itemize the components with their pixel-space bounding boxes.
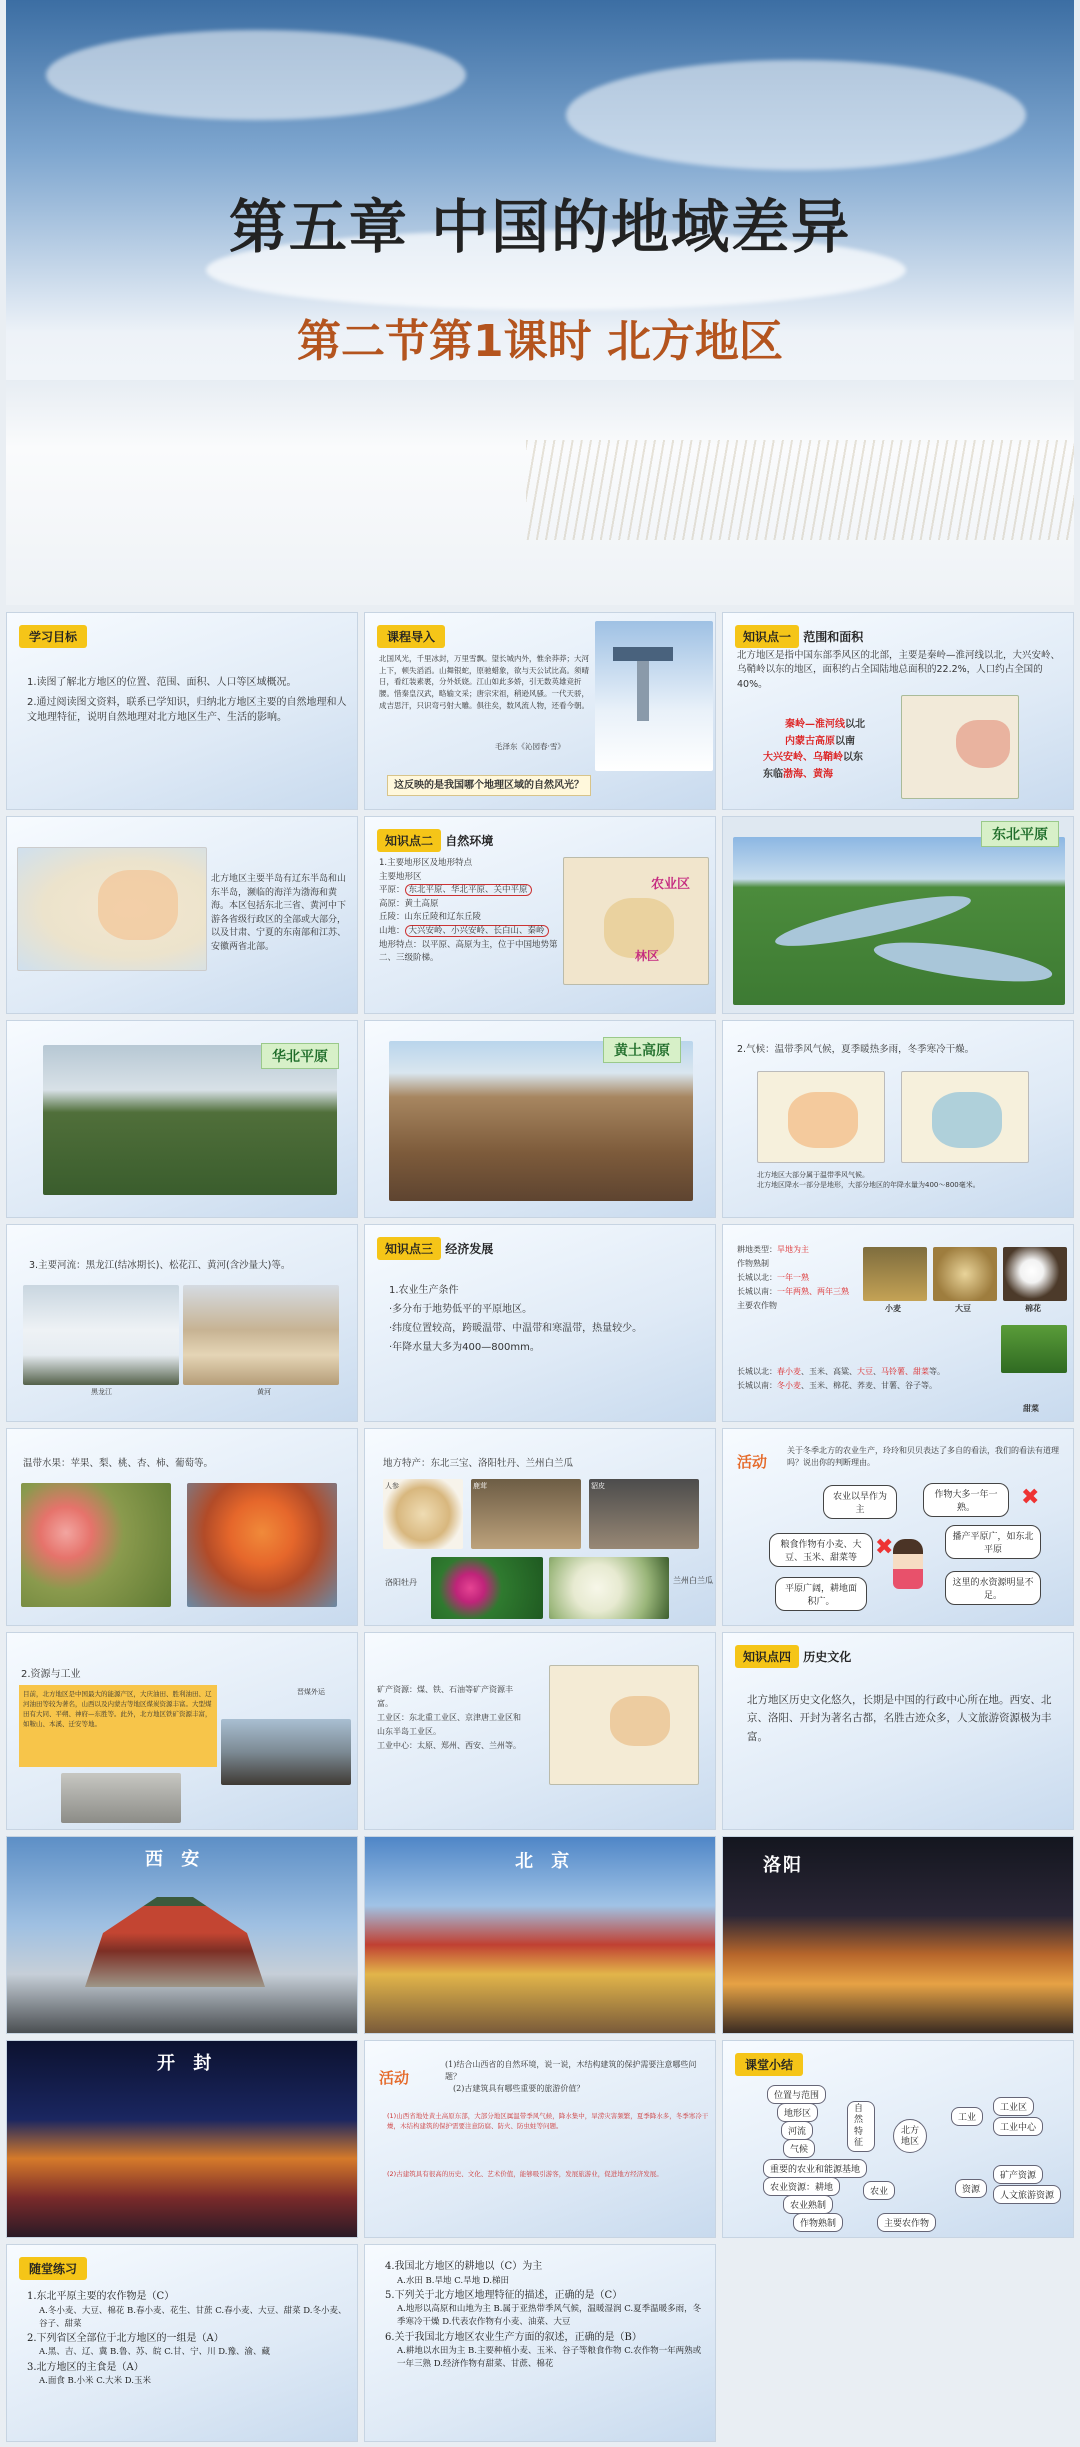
melon-photo [549, 1557, 669, 1619]
farm-area-label: 农业区 [651, 877, 691, 892]
claim-6: 这里的水资源明显不足。 [945, 1571, 1041, 1605]
landform-heading: 1.主要地形区及地形特点 [379, 858, 473, 868]
tag-number: 知识点二 [377, 829, 441, 852]
photo-label: 华北平原 [261, 1043, 339, 1069]
specialties-title: 地方特产：东北三宝、洛阳牡丹、兰州白兰瓜 [383, 1458, 574, 1469]
summary-node-base: 重要的农业和能源基地 [763, 2159, 867, 2178]
slide-practice-1[interactable] [6, 2244, 358, 2442]
fruits-title: 温带水果：苹果、梨、桃、杏、柿、葡萄等。 [23, 1458, 214, 1469]
photo-caption-2: 黄河 [257, 1388, 271, 1396]
coal-yard-photo [61, 1773, 181, 1823]
climate-caption-2: 北方地区降水一部分是地形，大部分地区的年降水量为400～800毫米。 [757, 1181, 980, 1189]
economy-heading: 1.农业生产条件 [389, 1285, 459, 1296]
slide-tag: 课程导入 [377, 625, 445, 648]
poem-source: 毛泽东《沁园春·雪》 [495, 742, 565, 751]
slide-history-culture[interactable] [722, 1632, 1074, 1830]
forest-area-label: 林区 [635, 949, 660, 963]
boundary-2-dir: 以南 [835, 735, 855, 747]
temperature-map-image [757, 1071, 885, 1163]
summary-node-landform: 地形区 [777, 2103, 818, 2122]
south-crop-1: 冬小麦 [777, 1381, 801, 1390]
economy-point-1: ·多分布于地势低平的平原地区。 [389, 1304, 533, 1315]
mountain-values: 大兴安岭、小兴安岭、长白山、秦岭 [405, 925, 549, 937]
slide-natural-environment[interactable] [364, 816, 716, 1014]
activity-question-1: (1)结合山西省的自然环境，说一说，木结构建筑的保护需要注意哪些问题？ [445, 2060, 697, 2081]
north-crop-4: 马铃薯、甜菜 [881, 1367, 929, 1376]
south-crop-rest: 、玉米、棉花、荞麦、甘薯、谷子等。 [801, 1381, 937, 1390]
apples-photo [21, 1483, 171, 1607]
persimmons-photo [187, 1483, 337, 1607]
slide-range-area[interactable] [722, 612, 1074, 810]
tag-text: 范围和面积 [803, 630, 864, 644]
section-subtitle: 第二节第1课时 北方地区 [297, 316, 783, 367]
summary-node-farmland: 农业资源：耕地 [763, 2177, 840, 2196]
practice-questions-1 [27, 2289, 347, 2388]
intro-question: 这反映的是我国哪个地理区域的自然风光？ [387, 775, 591, 796]
separator: 、 [873, 1367, 881, 1376]
summary-node-river: 河流 [781, 2121, 813, 2140]
slide-tag [735, 625, 863, 648]
tag-text: 自然环境 [445, 834, 494, 848]
hills-line: 丘陵：山东丘陵和辽东丘陵 [379, 912, 482, 923]
north-crop-1: 春小麦 [777, 1367, 801, 1376]
plateau-line: 高原：黄土高原 [379, 898, 439, 909]
slide-climate[interactable] [722, 1020, 1074, 1218]
loess-plateau-photo [389, 1041, 693, 1201]
climate-caption-1: 北方地区大部分属于温带季风气候。 [757, 1171, 869, 1179]
crop-caption-4: 甜菜 [1023, 1404, 1039, 1413]
question-6-options: A.耕地以水田为主 B.主要种植小麦、玉米、谷子等粮食作物 C.农作物一年两熟或一年三熟 D.经济作物有甜菜、甘蔗、棉花 [397, 2346, 702, 2370]
slide-north-china-plain[interactable] [6, 1020, 358, 1218]
summary-node-crop-system: 作物熟制 [793, 2213, 843, 2232]
bell-tower-shape [85, 1897, 265, 1987]
slide-activity-farming[interactable] [722, 1428, 1074, 1626]
photo-label: 黄土高原 [603, 1037, 681, 1063]
slide-loess-plateau[interactable] [364, 1020, 716, 1218]
economy-list [389, 1281, 709, 1357]
specialty-caption-3: 貂皮 [591, 1482, 605, 1490]
range-body: 北方地区是指中国东部季风区的北部，主要是秦岭—淮河线以北，大兴安岭、乌鞘岭以东的地区，面积约占全国陆地总面积的22.2%，人口约占全国的40%。 [737, 650, 1061, 690]
slide-tag: 随堂练习 [19, 2257, 87, 2280]
summary-node-location: 位置与范围 [767, 2085, 826, 2104]
landform-list [379, 857, 559, 966]
question-6: 6.关于我国北方地区农业生产方面的叙述，正确的是（B） [385, 2331, 642, 2343]
tag-text: 经济发展 [445, 1242, 494, 1256]
industry-minerals: 矿产资源：煤、铁、石油等矿产资源丰富。 [377, 1685, 513, 1708]
industry-map-image [549, 1665, 699, 1785]
slide-summary[interactable] [722, 2040, 1074, 2238]
industry-centers: 工业中心：太原、郑州、西安、兰州等。 [377, 1741, 521, 1750]
question-1: 1.东北平原主要的农作物是（C） [27, 2291, 175, 2302]
claim-2: 作物大多一年一熟。 [923, 1483, 1009, 1517]
south-crops-label: 长城以南： [737, 1381, 777, 1390]
student-avatar-icon [893, 1539, 923, 1589]
cloud [46, 30, 466, 120]
activity-intro: 关于冬季北方的农业生产，玲玲和贝贝表达了多自的看法，我们的看法有道理吗？说出你的判断理由。 [787, 1446, 1059, 1467]
summary-node-minerals: 矿产资源 [993, 2165, 1043, 2184]
cover-slide [6, 0, 1074, 605]
slide-agriculture[interactable] [722, 1224, 1074, 1422]
photo-caption: 晋煤外运 [297, 1688, 325, 1696]
south-wall-label: 长城以南： [737, 1287, 777, 1296]
boundary-1-name: 秦岭—淮河线 [785, 719, 845, 730]
crop-system-heading: 作物熟制 [737, 1259, 769, 1268]
slide-rivers[interactable] [6, 1224, 358, 1422]
claim-5: 平原广阔，耕地面积广。 [775, 1577, 867, 1611]
activity-label: 活动 [379, 2069, 410, 2087]
city-name: 北 京 [515, 1851, 576, 1872]
summary-center-node: 北方地区 [893, 2119, 927, 2153]
question-1-options: A.冬小麦、大豆、棉花 B.春小麦、花生、甘蔗 C.春小麦、大豆、甜菜 D.冬小麦、谷子、甜菜 [39, 2305, 347, 2329]
rivers-title: 3.主要河流：黑龙江(结冰期长)、松花江、黄河(含沙量大)等。 [29, 1260, 291, 1271]
summary-node-industry-center: 工业中心 [993, 2117, 1043, 2136]
pavilion-roof [613, 647, 673, 661]
question-2: 2.下列省区全部位于北方地区的一组是（A） [27, 2332, 224, 2344]
slide-learning-goals[interactable] [6, 612, 358, 810]
farmland-label: 耕地类型： [737, 1245, 777, 1254]
map-shade [788, 1092, 858, 1148]
practice-questions-2 [385, 2259, 707, 2371]
antler-photo [471, 1479, 581, 1549]
summary-node-climate: 气候 [783, 2139, 815, 2158]
question-5-options: A.地形以高原和山地为主 B.属于亚热带季风气候，温暖湿润 C.夏季温暖多雨，冬季寒冷干燥 D.代表农作物有小麦、油菜、大豆 [397, 2304, 702, 2328]
landform-subheading: 主要地形区 [379, 871, 422, 882]
slide-practice-2[interactable] [364, 2244, 716, 2442]
dry-grass [526, 440, 1074, 540]
boundary-3-name: 大兴安岭、乌鞘岭 [763, 752, 843, 763]
crop-caption-1: 小麦 [885, 1304, 901, 1313]
slide-tag: 学习目标 [19, 625, 87, 648]
activity-label: 活动 [737, 1453, 768, 1471]
region-shade [98, 870, 178, 940]
map-shade [932, 1092, 1002, 1148]
city-name: 洛阳 [763, 1855, 803, 1876]
south-wall-system: 一年两熟、两年三熟 [777, 1287, 849, 1296]
slide-provinces[interactable] [6, 816, 358, 1014]
sugar-beet-photo [1001, 1325, 1067, 1373]
city-name: 西 安 [145, 1849, 206, 1870]
industry-zones: 工业区：东北重工业区、京津唐工业区和山东半岛工业区。 [377, 1713, 521, 1736]
slide-intro[interactable] [364, 612, 716, 810]
summary-node-resources: 资源 [955, 2179, 987, 2198]
claim-1: 农业以旱作为主 [823, 1485, 897, 1519]
claim-4: 播产平原广，如东北平原 [945, 1525, 1041, 1559]
heilongjiang-photo [23, 1285, 179, 1385]
question-3-options: A.面食 B.小米 C.大米 D.玉米 [39, 2376, 152, 2387]
slide-industry[interactable] [364, 1632, 716, 1830]
economy-point-3: ·年降水量大多为400—800mm。 [389, 1342, 540, 1353]
north-region-highlight [956, 720, 1010, 768]
activity-answer-2: (2)古建筑具有很高的历史、文化、艺术价值，能够吸引游客，发展旅游业，促进地方经济发展。 [387, 2170, 663, 2178]
specialty-caption-4: 洛阳牡丹 [385, 1578, 417, 1587]
question-4-options: A.水田 B.旱地 C.旱地 D.梯田 [397, 2275, 510, 2286]
summary-node-crops: 主要农作物 [877, 2213, 936, 2232]
boundary-3-dir: 以东 [843, 752, 863, 763]
summary-node-industry: 工业 [951, 2107, 983, 2126]
coal-train-photo [221, 1719, 351, 1785]
north-wall-label: 长城以北： [737, 1273, 777, 1282]
goal-2: 2.通过阅读图文资料，联系已学知识，归纳北方地区主要的自然地理和人文地理特征，说明自然地理对北方地区生产、生活的影响。 [27, 697, 347, 723]
farmland-value: 旱地为主 [777, 1245, 809, 1254]
slide-tag [377, 829, 493, 852]
river-shape [872, 935, 1054, 990]
north-crops-label: 长城以北： [737, 1367, 777, 1376]
summary-node-agriculture: 农业 [863, 2181, 895, 2200]
china-map-image [901, 695, 1019, 799]
crops-heading: 主要农作物 [737, 1301, 777, 1310]
tag-text: 历史文化 [803, 1650, 852, 1664]
boundary-4-name: 渤海、黄海 [783, 768, 833, 780]
slide-tag: 课堂小结 [735, 2053, 803, 2076]
city-name: 开 封 [157, 2053, 218, 2074]
range-boundaries [743, 717, 865, 783]
crops-list [737, 1365, 1027, 1393]
slide-kaifeng[interactable] [6, 2040, 358, 2238]
wheat-photo [863, 1247, 927, 1301]
summary-node-nature: 自然特征 [847, 2101, 875, 2152]
yellow-river-photo [183, 1285, 339, 1385]
chapter-title: 第五章 中国的地域差异 [228, 193, 852, 261]
slide-tag [377, 1237, 493, 1260]
pavilion-pillar [637, 661, 649, 721]
economy-point-2: ·纬度位置较高，跨暖温带、中温带和寒温带，热量较少。 [389, 1323, 643, 1334]
slide-activity-architecture[interactable] [364, 2040, 716, 2238]
resources-title: 2.资源与工业 [21, 1669, 81, 1680]
north-crop-3: 大豆 [857, 1367, 873, 1376]
specialty-caption-2: 鹿茸 [473, 1482, 487, 1490]
cotton-photo [1003, 1247, 1067, 1301]
slide-xian[interactable] [6, 1836, 358, 2034]
peony-photo [431, 1557, 543, 1619]
slide-economy[interactable] [364, 1224, 716, 1422]
question-2-options: A.黑、吉、辽、冀 B.鲁、苏、皖 C.甘、宁、川 D.豫、渝、藏 [39, 2347, 271, 2358]
tag-number: 知识点三 [377, 1237, 441, 1260]
map-shade [610, 1696, 670, 1746]
wrong-mark-icon: ✖ [1021, 1485, 1040, 1510]
photo-label: 东北平原 [981, 821, 1059, 847]
provinces-body: 北方地区主要半岛有辽东半岛和山东半岛，濒临的海洋为渤海和黄海。本区包括东北三省、黄河中下游各省级行政区的全部或大部分，以及甘肃、宁夏的东南部和江苏、安徽两省北部。 [211, 874, 347, 952]
climate-title: 2.气候：温带季风气候，夏季暖热多雨，冬季寒冷干燥。 [737, 1044, 975, 1055]
slide-beijing[interactable] [364, 1836, 716, 2034]
landform-feature: 地形特点：以平原、高原为主，位于中国地势第二、三级阶梯。 [379, 939, 558, 964]
precipitation-map-image [901, 1071, 1029, 1163]
fur-photo [589, 1479, 699, 1549]
photo-caption-1: 黑龙江 [91, 1388, 112, 1396]
cloud [566, 60, 1026, 170]
question-5: 5.下列关于北方地区地理特征的描述，正确的是（C） [385, 2289, 623, 2301]
crop-caption-3: 棉花 [1025, 1304, 1041, 1313]
resources-body: 目前，北方地区是中国最大的能源产区，大庆油田、胜利油田、辽河油田等较为著名，山西以及内蒙古等地区煤炭资源丰富。大型煤田有大同、平朔、神府—东胜等。此外，北方地区铁矿资源丰富，如鞍山、本溪、迁安等地。 [19, 1685, 217, 1767]
boundary-2-name: 内蒙古高原 [785, 735, 835, 747]
slide-specialties[interactable] [364, 1428, 716, 1626]
slide-luoyang[interactable] [722, 1836, 1074, 2034]
boundary-1-dir: 以北 [845, 719, 865, 730]
boundary-4-label: 东临 [763, 768, 783, 780]
tag-number: 知识点一 [735, 625, 799, 648]
north-crop-2: 、玉米、高粱、 [801, 1367, 857, 1376]
slide-fruits[interactable] [6, 1428, 358, 1626]
snowy-pavilion-image [595, 621, 713, 771]
slide-resources[interactable] [6, 1632, 358, 1830]
suffix: 等。 [929, 1367, 945, 1376]
question-4: 4.我国北方地区的耕地以（C）为主 [385, 2261, 543, 2272]
plain-values: 东北平原、华北平原、关中平原 [405, 884, 532, 896]
goal-1: 1.读图了解北方地区的位置、范围、面积、人口等区域概况。 [27, 677, 297, 688]
history-body: 北方地区历史文化悠久，长期是中国的行政中心所在地。西安、北京、洛阳、开封为著名古都，名胜古迹众多，人文旅游资源极为丰富。 [747, 1694, 1052, 1743]
wrong-mark-icon: ✖ [875, 1535, 894, 1560]
question-3: 3.北方地区的主食是（A） [27, 2361, 144, 2373]
soybean-photo [933, 1247, 997, 1301]
specialty-caption-1: 人参 [385, 1482, 399, 1490]
north-wall-system: 一年一熟 [777, 1273, 809, 1282]
mountain-label: 山地： [379, 925, 405, 936]
summary-node-industry-zone: 工业区 [993, 2097, 1034, 2116]
summary-node-tourism: 人文旅游资源 [993, 2185, 1061, 2204]
activity-answer-1: (1)山西省地处黄土高原东部，大部分地区属温带季风气候，降水集中，旱涝灾害频繁，夏季降水多，冬季寒冷干燥，木结构建筑的保护需要注意防腐、防火、防虫蛀等问题。 [387, 2112, 709, 2131]
industry-list [377, 1683, 527, 1753]
claim-3: 粮食作物有小麦、大豆、玉米、甜菜等 [769, 1533, 873, 1567]
activity-question-2: (2)古建筑具有哪些重要的旅游价值？ [453, 2084, 585, 2093]
north-region-map-image [17, 847, 207, 971]
slide-tag [735, 1645, 851, 1668]
specialty-caption-5: 兰州白兰瓜 [673, 1576, 713, 1585]
tag-number: 知识点四 [735, 1645, 799, 1668]
plain-label: 平原： [379, 885, 405, 896]
summary-node-maturity: 农业熟制 [783, 2195, 833, 2214]
poem-text: 北国风光，千里冰封，万里雪飘。望长城内外，惟余莽莽；大河上下，顿失滔滔。山舞银蛇，原驰蜡象，欲与天公试比高。须晴日，看红装素裹，分外妖娆。江山如此多娇，引无数英雄竞折腰。惜秦皇汉武，略输文采；唐宗宋祖，稍逊风骚。一代天骄，成吉思汗，只识弯弓射大雕。俱往矣，数风流人物，还看今朝。 [379, 654, 589, 710]
crop-caption-2: 大豆 [955, 1304, 971, 1313]
slide-northeast-plain[interactable] [722, 816, 1074, 1014]
northeast-plain-photo [733, 837, 1065, 1005]
